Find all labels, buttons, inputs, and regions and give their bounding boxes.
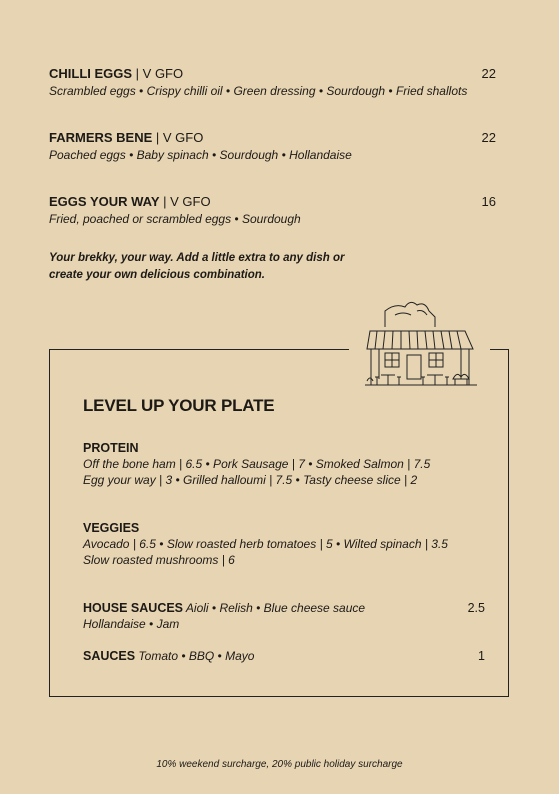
note-line: Your brekky, your way. Add a little extra to any dish or (49, 252, 345, 264)
menu-item-chilli-eggs (49, 66, 496, 99)
protein-section (83, 440, 493, 488)
cafe-storefront-icon (365, 297, 480, 397)
sauces-section (83, 648, 493, 664)
box-top-border-left (49, 349, 349, 350)
item-name: FARMERS BENE (49, 130, 153, 145)
house-sauces-line: Aioli • Relish • Blue cheese sauce (183, 601, 366, 615)
item-diet: | V GFO (132, 66, 184, 81)
protein-title: PROTEIN (83, 441, 139, 455)
item-price: 22 (481, 130, 496, 145)
item-description: Poached eggs • Baby spinach • Sourdough • Hollandaise (49, 148, 352, 162)
veggies-section (83, 520, 493, 568)
item-description: Scrambled eggs • Crispy chilli oil • Green dressing • Sourdough • Fried shallots (49, 84, 468, 98)
veggies-line: Slow roasted mushrooms | 6 (83, 553, 235, 567)
veggies-line: Avocado | 6.5 • Slow roasted herb tomatoes | 5 • Wilted spinach | 3.5 (83, 537, 448, 551)
protein-line: Off the bone ham | 6.5 • Pork Sausage | 7 • Smoked Salmon | 7.5 (83, 457, 431, 471)
menu-item-eggs-your-way (49, 194, 496, 227)
box-top-border-right (490, 349, 509, 350)
item-description: Fried, poached or scrambled eggs • Sourdough (49, 212, 301, 226)
item-diet: | V GFO (159, 194, 211, 209)
level-up-title: LEVEL UP YOUR PLATE (83, 396, 275, 415)
note-line: create your own delicious combination. (49, 269, 265, 281)
customize-note (49, 250, 369, 284)
house-sauces-section (83, 600, 493, 632)
house-sauces-title: HOUSE SAUCES (83, 601, 184, 615)
veggies-title: VEGGIES (83, 521, 140, 535)
item-name: CHILLI EGGS (49, 66, 133, 81)
item-price: 22 (481, 66, 496, 81)
sauces-title: SAUCES (83, 649, 136, 663)
item-name: EGGS YOUR WAY (49, 194, 160, 209)
house-sauces-line: Hollandaise • Jam (83, 617, 180, 631)
surcharge-footer: 10% weekend surcharge, 20% public holiday surcharge (156, 759, 403, 770)
menu-item-farmers-bene (49, 130, 496, 163)
item-price: 16 (481, 194, 496, 209)
item-diet: | V GFO (152, 130, 204, 145)
house-sauces-price: 2.5 (467, 601, 485, 615)
protein-line: Egg your way | 3 • Grilled halloumi | 7.5 • Tasty cheese slice | 2 (83, 473, 418, 487)
sauces-price: 1 (478, 649, 485, 663)
sauces-line: Tomato • BBQ • Mayo (135, 649, 255, 663)
